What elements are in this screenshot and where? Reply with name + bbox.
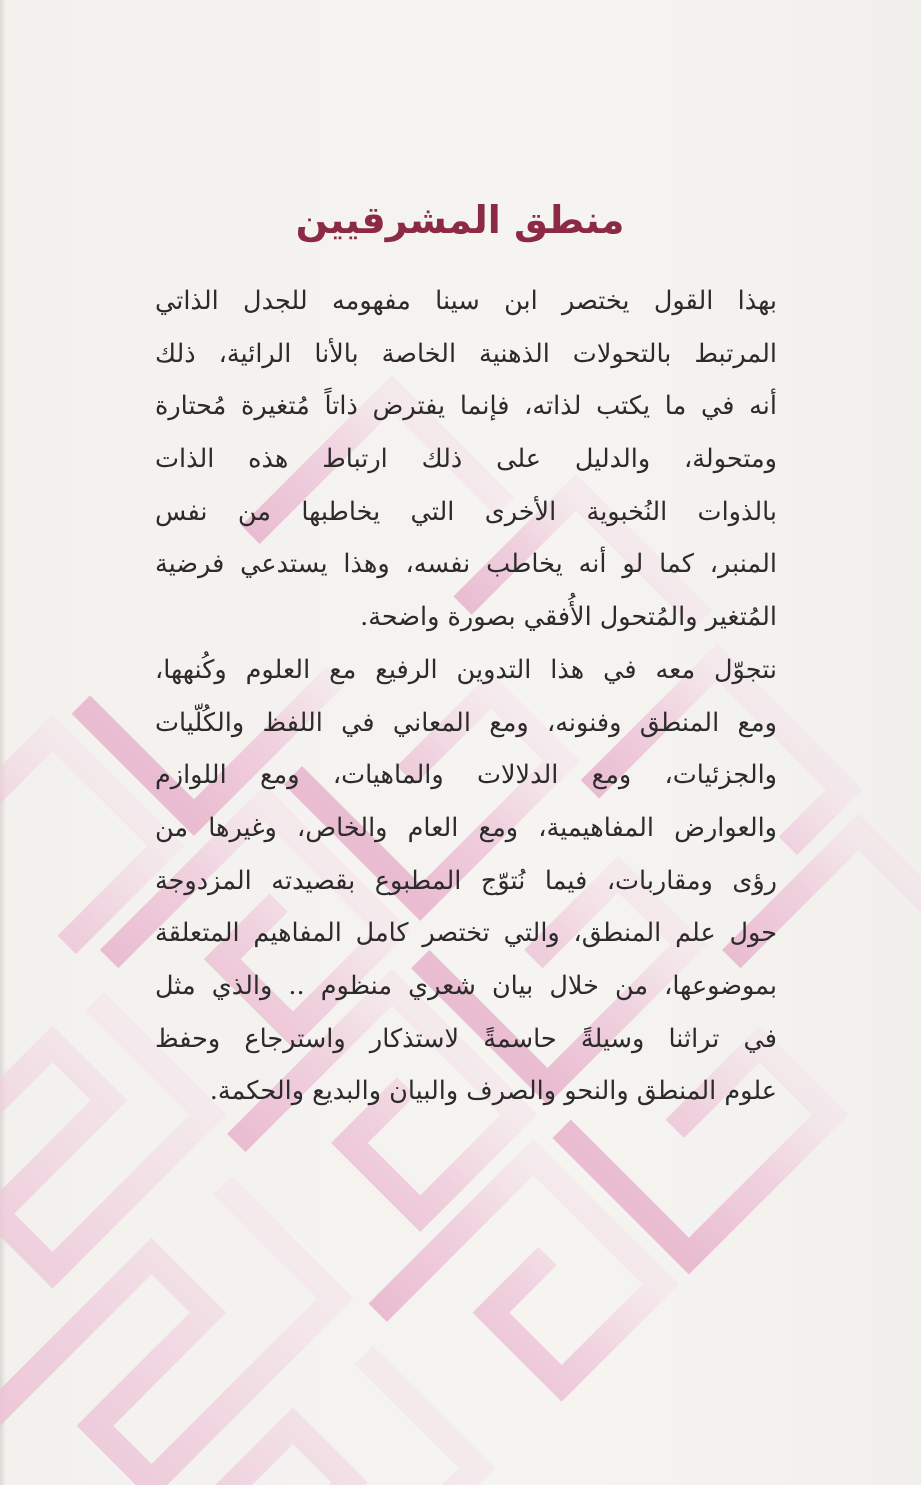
text-line: والجزئيات، ومع الدلالات والماهيات، ومع اللوازم <box>155 760 777 791</box>
text-line: المرتبط بالتحولات الذهنية الخاصة بالأنا الرائية، ذلك <box>155 338 777 369</box>
paragraph-last-line: علوم المنطق والنحو والصرف والبيان والبديع والحكمة. <box>209 1076 777 1107</box>
text-line: بموضوعها، من خلال بيان شعري منظوم .. والذي مثل <box>155 970 777 1001</box>
text-line: حول علم المنطق، والتي تختصر كامل المفاهيم المتعلقة <box>155 918 777 949</box>
text-line: والعوارض المفاهيمية، ومع العام والخاص، وغيرها من <box>155 812 777 843</box>
text-line: رؤى ومقاربات، فيما نُتوّج المطبوع بقصيدته المزدوجة <box>155 865 777 896</box>
text-line: ومع المنطق وفنونه، ومع المعاني في اللفظ والكُلّيات <box>155 707 777 738</box>
text-line: المنبر، كما لو أنه يخاطب نفسه، وهذا يستدعي فرضية <box>155 549 777 580</box>
text-line: في تراثنا وسيلةً حاسمةً لاستذكار واسترجاع وحفظ <box>155 1023 777 1054</box>
text-line: أنه في ما يكتب لذاته، فإنما يفترض ذاتاً مُتغيرة مُحتارة <box>155 391 777 422</box>
text-line: ومتحولة، والدليل على ذلك ارتباط هذه الذات <box>155 444 777 475</box>
body-text <box>155 275 777 1118</box>
paragraph-last-line: المُتغير والمُتحول الأُفقي بصورة واضحة. <box>360 602 777 633</box>
text-line: بالذوات النُخبوية الأخرى التي يخاطبها من نفس <box>155 496 777 527</box>
text-line: بهذا القول يختصر ابن سينا مفهومه للجدل الذاتي <box>155 286 777 316</box>
text-line: نتجوّل معه في هذا التدوين الرفيع مع العلوم وكُنهها، <box>155 654 777 685</box>
page-title: منطق المشرقيين <box>295 198 625 242</box>
